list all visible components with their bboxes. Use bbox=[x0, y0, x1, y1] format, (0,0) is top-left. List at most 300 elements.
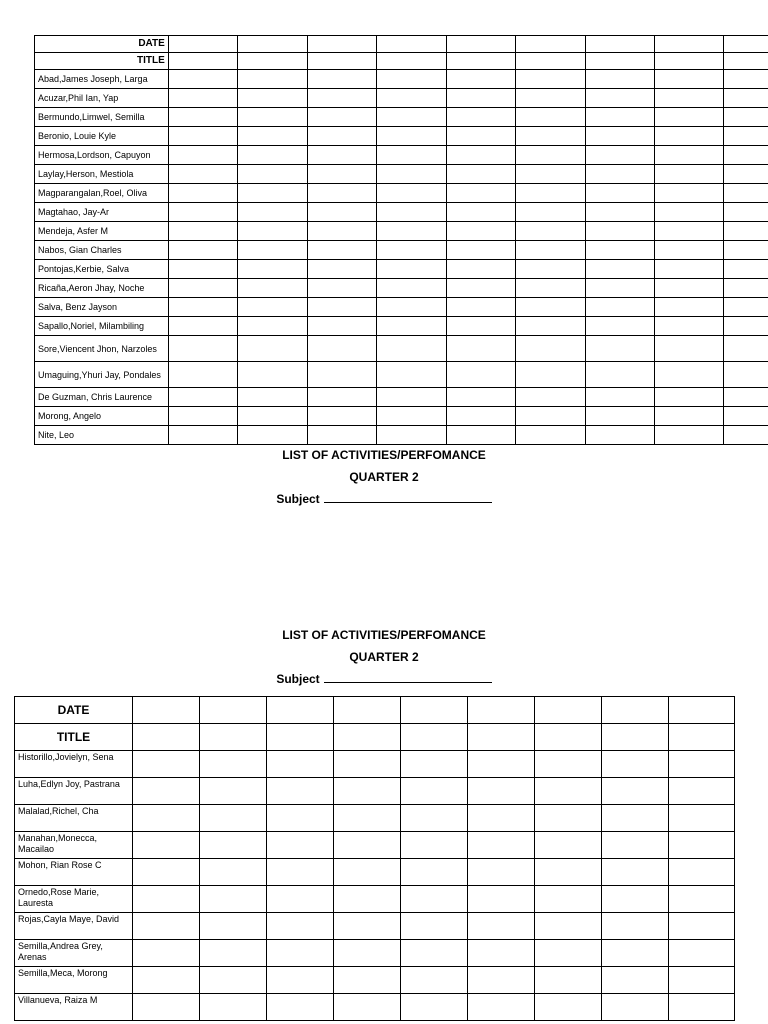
entry-cell[interactable] bbox=[516, 184, 585, 203]
entry-cell[interactable] bbox=[307, 36, 376, 53]
entry-cell[interactable] bbox=[307, 127, 376, 146]
entry-cell[interactable] bbox=[602, 859, 669, 886]
entry-cell[interactable] bbox=[669, 859, 735, 886]
entry-cell[interactable] bbox=[168, 146, 237, 165]
entry-cell[interactable] bbox=[334, 778, 401, 805]
entry-cell[interactable] bbox=[724, 165, 768, 184]
entry-cell[interactable] bbox=[401, 940, 468, 967]
entry-cell[interactable] bbox=[585, 146, 654, 165]
entry-cell[interactable] bbox=[334, 697, 401, 724]
entry-cell[interactable] bbox=[724, 70, 768, 89]
entry-cell[interactable] bbox=[133, 859, 200, 886]
entry-cell[interactable] bbox=[334, 886, 401, 913]
entry-cell[interactable] bbox=[535, 724, 602, 751]
entry-cell[interactable] bbox=[446, 53, 515, 70]
top-subject-blank[interactable] bbox=[324, 492, 492, 503]
entry-cell[interactable] bbox=[516, 127, 585, 146]
entry-cell[interactable] bbox=[307, 317, 376, 336]
entry-cell[interactable] bbox=[377, 317, 446, 336]
entry-cell[interactable] bbox=[377, 203, 446, 222]
student-name-cell: Abad,James Joseph, Larga bbox=[35, 70, 169, 89]
entry-cell[interactable] bbox=[377, 127, 446, 146]
entry-cell[interactable] bbox=[200, 697, 267, 724]
entry-cell[interactable] bbox=[516, 146, 585, 165]
entry-cell[interactable] bbox=[133, 940, 200, 967]
entry-cell[interactable] bbox=[377, 108, 446, 127]
entry-cell[interactable] bbox=[133, 886, 200, 913]
entry-cell[interactable] bbox=[602, 940, 669, 967]
entry-cell[interactable] bbox=[654, 336, 723, 362]
entry-cell[interactable] bbox=[535, 778, 602, 805]
entry-cell[interactable] bbox=[334, 805, 401, 832]
entry-cell[interactable] bbox=[468, 805, 535, 832]
entry-cell[interactable] bbox=[585, 336, 654, 362]
entry-cell[interactable] bbox=[238, 146, 307, 165]
entry-cell[interactable] bbox=[200, 805, 267, 832]
entry-cell[interactable] bbox=[468, 886, 535, 913]
entry-cell[interactable] bbox=[669, 751, 735, 778]
entry-cell[interactable] bbox=[602, 886, 669, 913]
entry-cell[interactable] bbox=[446, 279, 515, 298]
entry-cell[interactable] bbox=[238, 388, 307, 407]
entry-cell[interactable] bbox=[654, 241, 723, 260]
entry-cell[interactable] bbox=[133, 805, 200, 832]
entry-cell[interactable] bbox=[535, 697, 602, 724]
entry-cell[interactable] bbox=[200, 751, 267, 778]
entry-cell[interactable] bbox=[724, 127, 768, 146]
entry-cell[interactable] bbox=[267, 940, 334, 967]
entry-cell[interactable] bbox=[267, 805, 334, 832]
entry-cell[interactable] bbox=[516, 336, 585, 362]
entry-cell[interactable] bbox=[267, 994, 334, 1021]
entry-cell[interactable] bbox=[238, 298, 307, 317]
entry-cell[interactable] bbox=[724, 241, 768, 260]
entry-cell[interactable] bbox=[446, 36, 515, 53]
entry-cell[interactable] bbox=[200, 967, 267, 994]
entry-cell[interactable] bbox=[377, 388, 446, 407]
entry-cell[interactable] bbox=[585, 362, 654, 388]
entry-cell[interactable] bbox=[133, 724, 200, 751]
entry-cell[interactable] bbox=[238, 260, 307, 279]
entry-cell[interactable] bbox=[267, 697, 334, 724]
entry-cell[interactable] bbox=[654, 146, 723, 165]
entry-cell[interactable] bbox=[238, 222, 307, 241]
entry-cell[interactable] bbox=[377, 89, 446, 108]
entry-cell[interactable] bbox=[516, 53, 585, 70]
entry-cell[interactable] bbox=[200, 832, 267, 859]
entry-cell[interactable] bbox=[516, 407, 585, 426]
entry-cell[interactable] bbox=[307, 184, 376, 203]
entry-cell[interactable] bbox=[133, 913, 200, 940]
entry-cell[interactable] bbox=[724, 317, 768, 336]
entry-cell[interactable] bbox=[724, 203, 768, 222]
entry-cell[interactable] bbox=[724, 108, 768, 127]
entry-cell[interactable] bbox=[133, 778, 200, 805]
entry-cell[interactable] bbox=[602, 751, 669, 778]
entry-cell[interactable] bbox=[307, 336, 376, 362]
entry-cell[interactable] bbox=[535, 967, 602, 994]
entry-cell[interactable] bbox=[654, 260, 723, 279]
entry-cell[interactable] bbox=[654, 127, 723, 146]
entry-cell[interactable] bbox=[654, 53, 723, 70]
entry-cell[interactable] bbox=[307, 298, 376, 317]
entry-cell[interactable] bbox=[468, 967, 535, 994]
entry-cell[interactable] bbox=[654, 184, 723, 203]
entry-cell[interactable] bbox=[602, 724, 669, 751]
entry-cell[interactable] bbox=[238, 89, 307, 108]
entry-cell[interactable] bbox=[669, 805, 735, 832]
entry-cell[interactable] bbox=[585, 388, 654, 407]
entry-cell[interactable] bbox=[446, 222, 515, 241]
entry-cell[interactable] bbox=[307, 165, 376, 184]
entry-cell[interactable] bbox=[516, 108, 585, 127]
entry-cell[interactable] bbox=[535, 886, 602, 913]
entry-cell[interactable] bbox=[401, 913, 468, 940]
entry-cell[interactable] bbox=[516, 298, 585, 317]
entry-cell[interactable] bbox=[654, 165, 723, 184]
entry-cell[interactable] bbox=[669, 967, 735, 994]
entry-cell[interactable] bbox=[168, 108, 237, 127]
entry-cell[interactable] bbox=[377, 146, 446, 165]
entry-cell[interactable] bbox=[377, 407, 446, 426]
entry-cell[interactable] bbox=[307, 222, 376, 241]
entry-cell[interactable] bbox=[401, 967, 468, 994]
entry-cell[interactable] bbox=[724, 89, 768, 108]
entry-cell[interactable] bbox=[377, 426, 446, 445]
entry-cell[interactable] bbox=[724, 426, 768, 445]
entry-cell[interactable] bbox=[307, 260, 376, 279]
entry-cell[interactable] bbox=[585, 407, 654, 426]
entry-cell[interactable] bbox=[516, 222, 585, 241]
entry-cell[interactable] bbox=[654, 407, 723, 426]
bottom-subject-blank[interactable] bbox=[324, 672, 492, 683]
entry-cell[interactable] bbox=[535, 913, 602, 940]
entry-cell[interactable] bbox=[468, 697, 535, 724]
entry-cell[interactable] bbox=[724, 336, 768, 362]
entry-cell[interactable] bbox=[516, 203, 585, 222]
entry-cell[interactable] bbox=[307, 407, 376, 426]
entry-cell[interactable] bbox=[267, 778, 334, 805]
entry-cell[interactable] bbox=[535, 859, 602, 886]
entry-cell[interactable] bbox=[516, 260, 585, 279]
entry-cell[interactable] bbox=[377, 165, 446, 184]
entry-cell[interactable] bbox=[401, 724, 468, 751]
entry-cell[interactable] bbox=[585, 222, 654, 241]
entry-cell[interactable] bbox=[334, 724, 401, 751]
entry-cell[interactable] bbox=[168, 184, 237, 203]
entry-cell[interactable] bbox=[602, 805, 669, 832]
entry-cell[interactable] bbox=[401, 751, 468, 778]
entry-cell[interactable] bbox=[267, 832, 334, 859]
entry-cell[interactable] bbox=[238, 203, 307, 222]
entry-cell[interactable] bbox=[238, 184, 307, 203]
entry-cell[interactable] bbox=[168, 362, 237, 388]
entry-cell[interactable] bbox=[377, 184, 446, 203]
entry-cell[interactable] bbox=[585, 317, 654, 336]
entry-cell[interactable] bbox=[307, 203, 376, 222]
entry-cell[interactable] bbox=[307, 108, 376, 127]
entry-cell[interactable] bbox=[401, 859, 468, 886]
entry-cell[interactable] bbox=[446, 108, 515, 127]
entry-cell[interactable] bbox=[446, 89, 515, 108]
entry-cell[interactable] bbox=[133, 697, 200, 724]
entry-cell[interactable] bbox=[446, 146, 515, 165]
entry-cell[interactable] bbox=[168, 407, 237, 426]
entry-cell[interactable] bbox=[669, 778, 735, 805]
entry-cell[interactable] bbox=[654, 426, 723, 445]
entry-cell[interactable] bbox=[238, 36, 307, 53]
entry-cell[interactable] bbox=[168, 260, 237, 279]
entry-cell[interactable] bbox=[446, 407, 515, 426]
entry-cell[interactable] bbox=[200, 724, 267, 751]
entry-cell[interactable] bbox=[168, 279, 237, 298]
entry-cell[interactable] bbox=[724, 36, 768, 53]
entry-cell[interactable] bbox=[669, 994, 735, 1021]
entry-cell[interactable] bbox=[585, 70, 654, 89]
entry-cell[interactable] bbox=[535, 805, 602, 832]
entry-cell[interactable] bbox=[168, 298, 237, 317]
entry-cell[interactable] bbox=[238, 108, 307, 127]
entry-cell[interactable] bbox=[585, 241, 654, 260]
entry-cell[interactable] bbox=[654, 317, 723, 336]
entry-cell[interactable] bbox=[585, 36, 654, 53]
entry-cell[interactable] bbox=[654, 298, 723, 317]
entry-cell[interactable] bbox=[724, 146, 768, 165]
entry-cell[interactable] bbox=[238, 336, 307, 362]
entry-cell[interactable] bbox=[168, 241, 237, 260]
entry-cell[interactable] bbox=[267, 913, 334, 940]
entry-cell[interactable] bbox=[377, 336, 446, 362]
entry-cell[interactable] bbox=[585, 165, 654, 184]
entry-cell[interactable] bbox=[669, 886, 735, 913]
entry-cell[interactable] bbox=[654, 203, 723, 222]
entry-cell[interactable] bbox=[654, 388, 723, 407]
entry-cell[interactable] bbox=[133, 967, 200, 994]
entry-cell[interactable] bbox=[602, 832, 669, 859]
entry-cell[interactable] bbox=[654, 279, 723, 298]
entry-cell[interactable] bbox=[654, 36, 723, 53]
entry-cell[interactable] bbox=[307, 388, 376, 407]
entry-cell[interactable] bbox=[724, 260, 768, 279]
entry-cell[interactable] bbox=[446, 184, 515, 203]
entry-cell[interactable] bbox=[654, 362, 723, 388]
entry-cell[interactable] bbox=[168, 165, 237, 184]
entry-cell[interactable] bbox=[535, 751, 602, 778]
entry-cell[interactable] bbox=[446, 362, 515, 388]
entry-cell[interactable] bbox=[468, 940, 535, 967]
entry-cell[interactable] bbox=[267, 751, 334, 778]
entry-cell[interactable] bbox=[168, 222, 237, 241]
entry-cell[interactable] bbox=[307, 241, 376, 260]
entry-cell[interactable] bbox=[446, 426, 515, 445]
entry-cell[interactable] bbox=[669, 724, 735, 751]
entry-cell[interactable] bbox=[200, 913, 267, 940]
entry-cell[interactable] bbox=[724, 53, 768, 70]
entry-cell[interactable] bbox=[238, 70, 307, 89]
entry-cell[interactable] bbox=[669, 697, 735, 724]
entry-cell[interactable] bbox=[267, 724, 334, 751]
entry-cell[interactable] bbox=[724, 222, 768, 241]
entry-cell[interactable] bbox=[401, 994, 468, 1021]
entry-cell[interactable] bbox=[307, 89, 376, 108]
entry-cell[interactable] bbox=[468, 832, 535, 859]
entry-cell[interactable] bbox=[133, 994, 200, 1021]
entry-cell[interactable] bbox=[468, 859, 535, 886]
entry-cell[interactable] bbox=[585, 279, 654, 298]
entry-cell[interactable] bbox=[585, 53, 654, 70]
entry-cell[interactable] bbox=[238, 279, 307, 298]
entry-cell[interactable] bbox=[401, 778, 468, 805]
entry-cell[interactable] bbox=[307, 146, 376, 165]
entry-cell[interactable] bbox=[267, 886, 334, 913]
entry-cell[interactable] bbox=[446, 317, 515, 336]
entry-cell[interactable] bbox=[724, 279, 768, 298]
entry-cell[interactable] bbox=[446, 388, 515, 407]
entry-cell[interactable] bbox=[401, 886, 468, 913]
entry-cell[interactable] bbox=[334, 994, 401, 1021]
entry-cell[interactable] bbox=[334, 913, 401, 940]
entry-cell[interactable] bbox=[238, 407, 307, 426]
entry-cell[interactable] bbox=[238, 426, 307, 445]
entry-cell[interactable] bbox=[334, 859, 401, 886]
entry-cell[interactable] bbox=[238, 165, 307, 184]
entry-cell[interactable] bbox=[200, 940, 267, 967]
entry-cell[interactable] bbox=[654, 89, 723, 108]
entry-cell[interactable] bbox=[377, 279, 446, 298]
entry-cell[interactable] bbox=[468, 751, 535, 778]
entry-cell[interactable] bbox=[307, 279, 376, 298]
entry-cell[interactable] bbox=[168, 127, 237, 146]
entry-cell[interactable] bbox=[307, 70, 376, 89]
entry-cell[interactable] bbox=[168, 53, 237, 70]
entry-cell[interactable] bbox=[669, 940, 735, 967]
entry-cell[interactable] bbox=[535, 832, 602, 859]
entry-cell[interactable] bbox=[446, 336, 515, 362]
entry-cell[interactable] bbox=[238, 241, 307, 260]
entry-cell[interactable] bbox=[307, 426, 376, 445]
entry-cell[interactable] bbox=[168, 89, 237, 108]
entry-cell[interactable] bbox=[168, 70, 237, 89]
entry-cell[interactable] bbox=[585, 203, 654, 222]
entry-cell[interactable] bbox=[377, 53, 446, 70]
entry-cell[interactable] bbox=[516, 70, 585, 89]
entry-cell[interactable] bbox=[602, 778, 669, 805]
entry-cell[interactable] bbox=[446, 298, 515, 317]
entry-cell[interactable] bbox=[446, 260, 515, 279]
entry-cell[interactable] bbox=[200, 859, 267, 886]
entry-cell[interactable] bbox=[200, 886, 267, 913]
entry-cell[interactable] bbox=[724, 362, 768, 388]
entry-cell[interactable] bbox=[200, 778, 267, 805]
entry-cell[interactable] bbox=[307, 362, 376, 388]
entry-cell[interactable] bbox=[516, 89, 585, 108]
entry-cell[interactable] bbox=[238, 362, 307, 388]
entry-cell[interactable] bbox=[468, 778, 535, 805]
entry-cell[interactable] bbox=[377, 298, 446, 317]
entry-cell[interactable] bbox=[377, 260, 446, 279]
entry-cell[interactable] bbox=[585, 298, 654, 317]
entry-cell[interactable] bbox=[585, 108, 654, 127]
entry-cell[interactable] bbox=[602, 994, 669, 1021]
entry-cell[interactable] bbox=[516, 165, 585, 184]
entry-cell[interactable] bbox=[377, 222, 446, 241]
entry-cell[interactable] bbox=[334, 940, 401, 967]
entry-cell[interactable] bbox=[334, 832, 401, 859]
entry-cell[interactable] bbox=[654, 70, 723, 89]
entry-cell[interactable] bbox=[516, 362, 585, 388]
entry-cell[interactable] bbox=[377, 241, 446, 260]
entry-cell[interactable] bbox=[446, 241, 515, 260]
entry-cell[interactable] bbox=[669, 913, 735, 940]
entry-cell[interactable] bbox=[535, 994, 602, 1021]
entry-cell[interactable] bbox=[401, 832, 468, 859]
entry-cell[interactable] bbox=[168, 36, 237, 53]
entry-cell[interactable] bbox=[516, 388, 585, 407]
entry-cell[interactable] bbox=[401, 805, 468, 832]
entry-cell[interactable] bbox=[468, 724, 535, 751]
entry-cell[interactable] bbox=[535, 940, 602, 967]
entry-cell[interactable] bbox=[334, 967, 401, 994]
entry-cell[interactable] bbox=[585, 260, 654, 279]
entry-cell[interactable] bbox=[516, 241, 585, 260]
entry-cell[interactable] bbox=[238, 127, 307, 146]
entry-cell[interactable] bbox=[133, 751, 200, 778]
entry-cell[interactable] bbox=[724, 407, 768, 426]
entry-cell[interactable] bbox=[585, 127, 654, 146]
entry-cell[interactable] bbox=[168, 317, 237, 336]
entry-cell[interactable] bbox=[238, 317, 307, 336]
entry-cell[interactable] bbox=[267, 859, 334, 886]
entry-cell[interactable] bbox=[516, 279, 585, 298]
entry-cell[interactable] bbox=[238, 53, 307, 70]
entry-cell[interactable] bbox=[168, 336, 237, 362]
entry-cell[interactable] bbox=[602, 697, 669, 724]
entry-cell[interactable] bbox=[377, 70, 446, 89]
entry-cell[interactable] bbox=[724, 298, 768, 317]
entry-cell[interactable] bbox=[168, 388, 237, 407]
entry-cell[interactable] bbox=[516, 317, 585, 336]
entry-cell[interactable] bbox=[585, 426, 654, 445]
entry-cell[interactable] bbox=[468, 994, 535, 1021]
entry-cell[interactable] bbox=[446, 70, 515, 89]
entry-cell[interactable] bbox=[401, 697, 468, 724]
entry-cell[interactable] bbox=[377, 36, 446, 53]
entry-cell[interactable] bbox=[446, 203, 515, 222]
entry-cell[interactable] bbox=[267, 967, 334, 994]
entry-cell[interactable] bbox=[602, 967, 669, 994]
entry-cell[interactable] bbox=[446, 165, 515, 184]
entry-cell[interactable] bbox=[168, 203, 237, 222]
entry-cell[interactable] bbox=[516, 36, 585, 53]
entry-cell[interactable] bbox=[307, 53, 376, 70]
entry-cell[interactable] bbox=[669, 832, 735, 859]
entry-cell[interactable] bbox=[585, 184, 654, 203]
entry-cell[interactable] bbox=[602, 913, 669, 940]
entry-cell[interactable] bbox=[133, 832, 200, 859]
entry-cell[interactable] bbox=[377, 362, 446, 388]
entry-cell[interactable] bbox=[168, 426, 237, 445]
entry-cell[interactable] bbox=[334, 751, 401, 778]
entry-cell[interactable] bbox=[724, 184, 768, 203]
entry-cell[interactable] bbox=[654, 222, 723, 241]
entry-cell[interactable] bbox=[200, 994, 267, 1021]
entry-cell[interactable] bbox=[654, 108, 723, 127]
entry-cell[interactable] bbox=[724, 388, 768, 407]
entry-cell[interactable] bbox=[468, 913, 535, 940]
entry-cell[interactable] bbox=[516, 426, 585, 445]
entry-cell[interactable] bbox=[585, 89, 654, 108]
entry-cell[interactable] bbox=[446, 127, 515, 146]
